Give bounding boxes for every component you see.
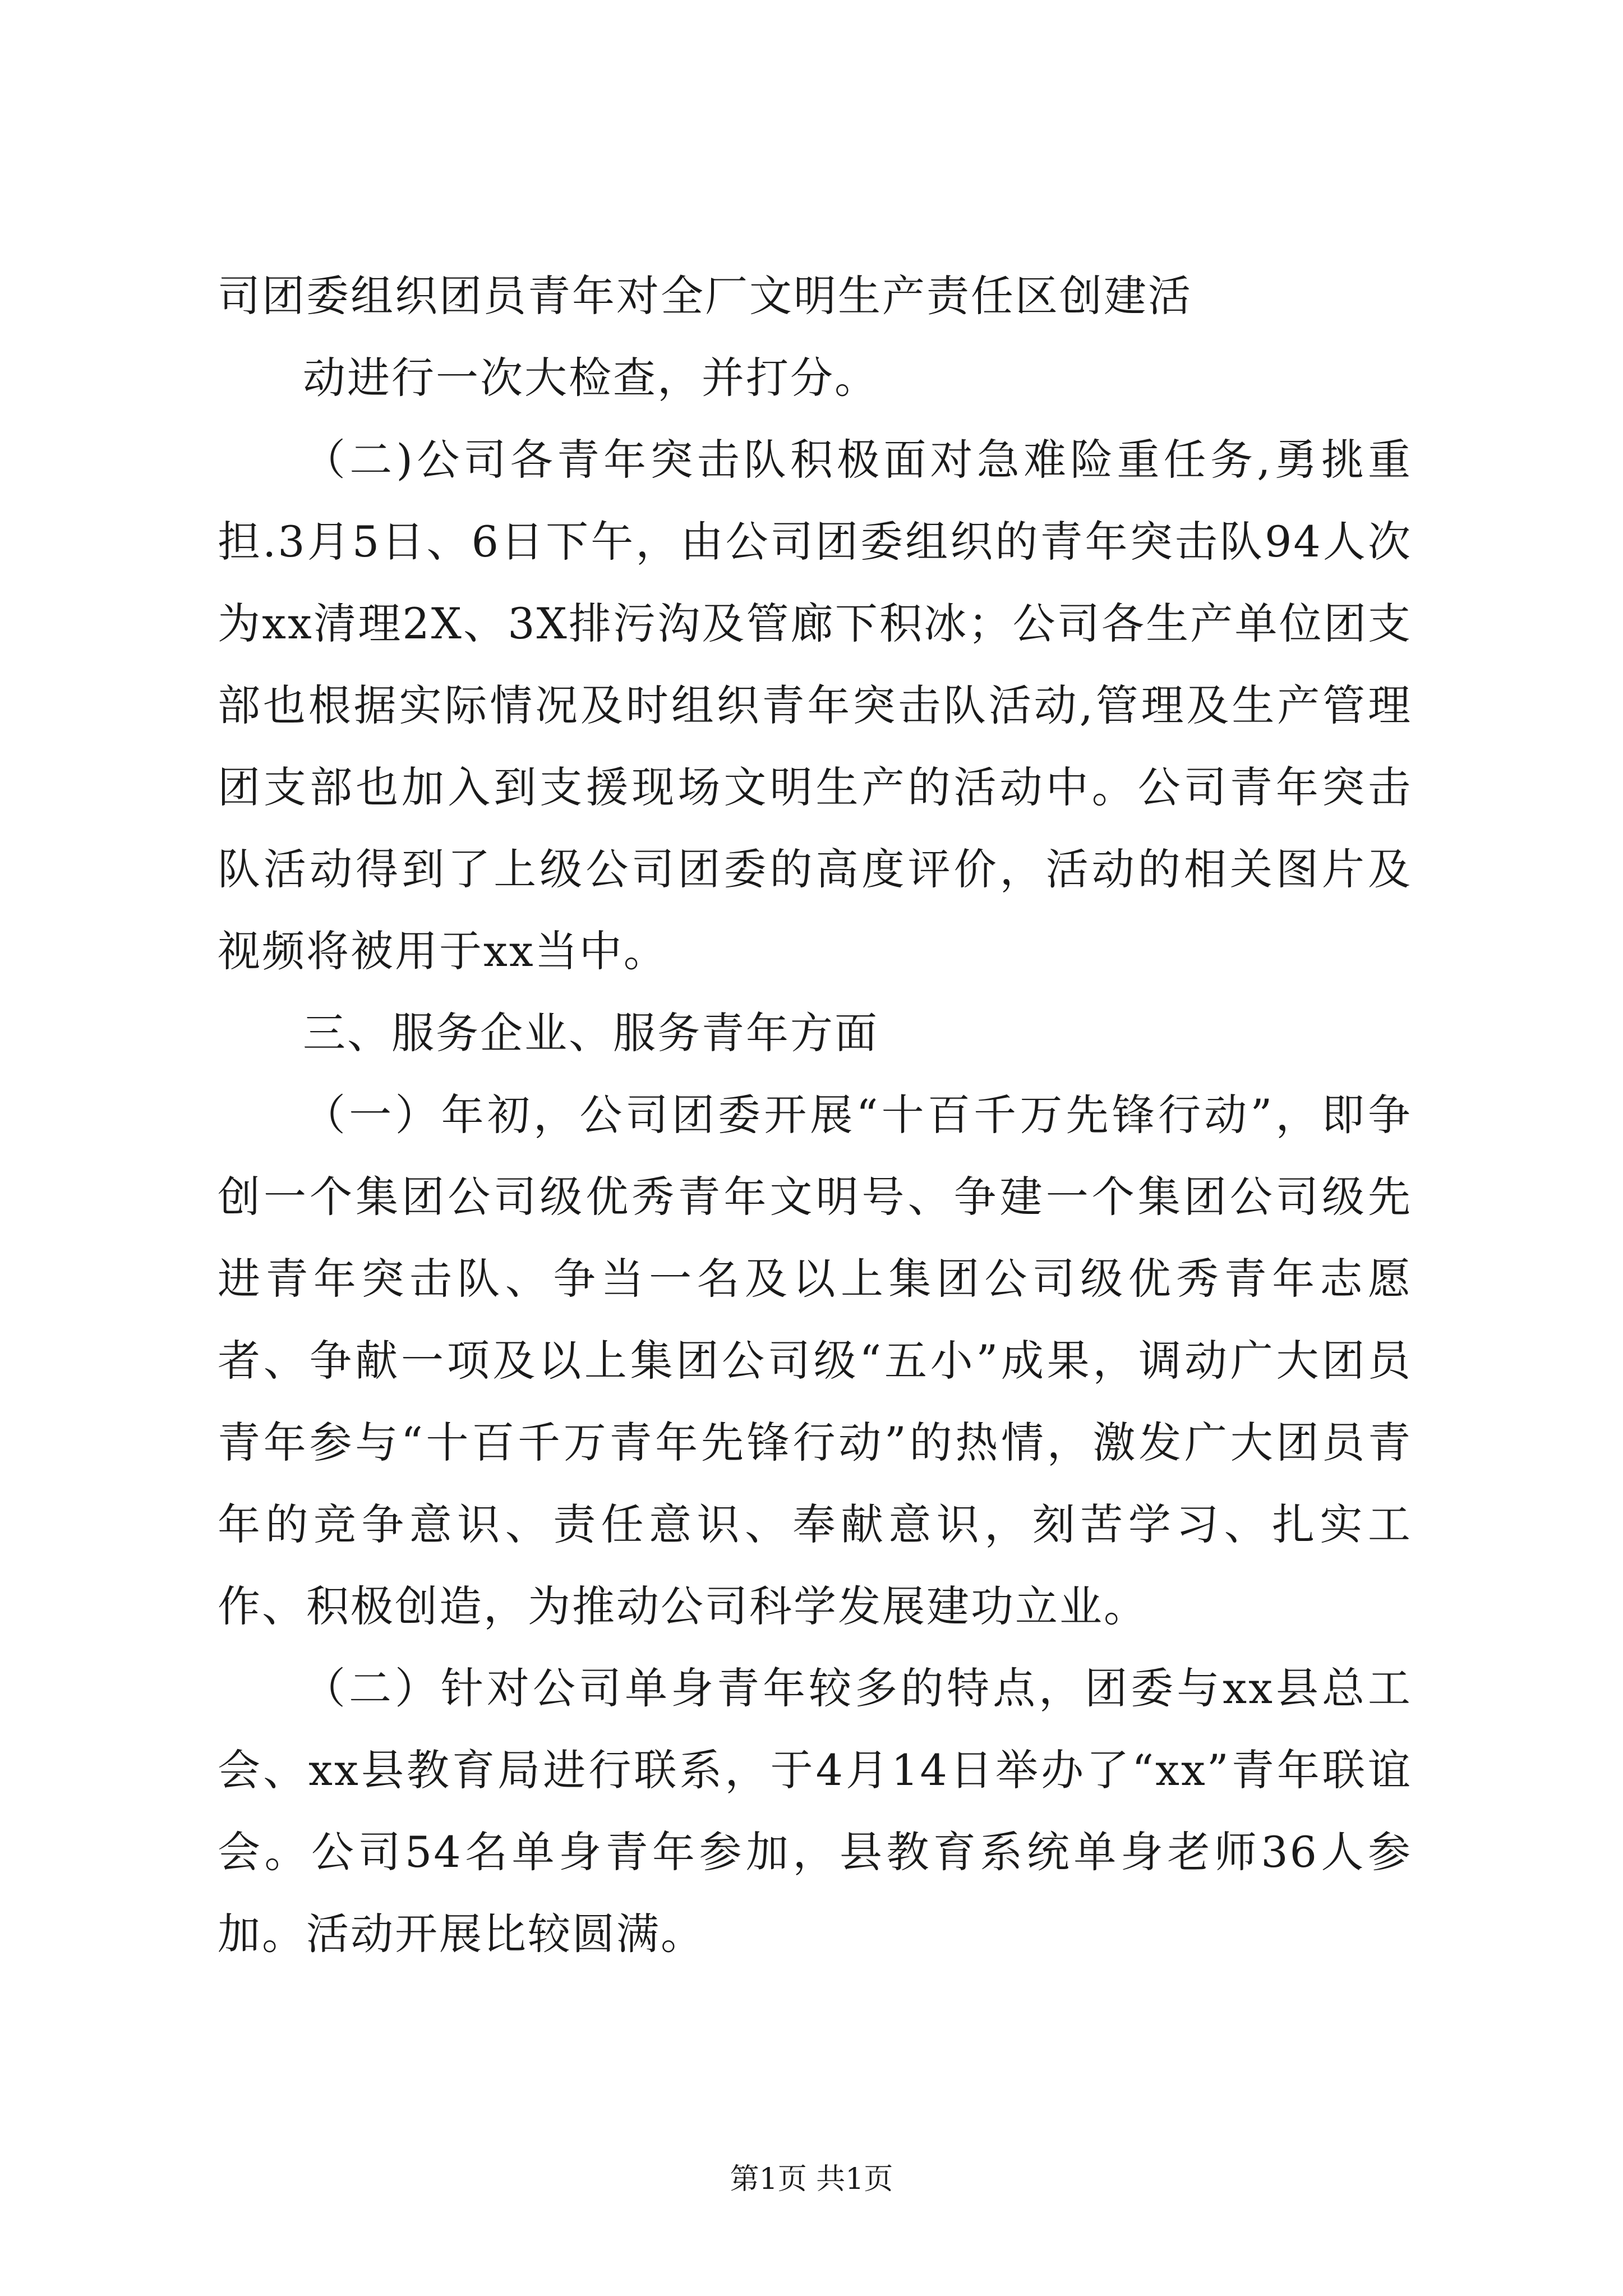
paragraph-youth-commando: （二)公司各青年突击队积极面对急难险重任务,勇挑重担.3月5日、6日下午，由公司团委组织的青年突击队94人次为xx清理2X、3X排污沟及管廊下积冰；公司各生产单位团支部也根据实际情况及时组织青年突击队活动,管理及生产管理团支部也加入到支援现场文明生产的活动中。公司青年突击队活动得到了上级公司团委的高度评价，活动的相关图片及视频将被用于xx当中。	[218, 435, 1412, 976]
paragraph-inspection: 动进行一次大检查，并打分。	[303, 353, 879, 403]
page-number-footer: 第1页 共1页	[730, 2162, 893, 2196]
paragraph-youth-gathering: （二）针对公司单身青年较多的特点，团委与xx县总工会、xx县教育局进行联系，于4月14日举办了“xx”青年联谊会。公司54名单身青年参加，县教育系统单身老师36人参加。活动开展比较圆满。	[218, 1663, 1412, 1959]
paragraph-pioneer-action: （一）年初，公司团委开展“十百千万先锋行动”，即争创一个集团公司级优秀青年文明号、争建一个集团公司级先进青年突击队、争当一名及以上集团公司级优秀青年志愿者、争献一项及以上集团公司级“五小”成果，调动广大团员青年参与“十百千万青年先锋行动”的热情，激发广大团员青年的竞争意识、责任意识、奉献意识，刻苦学习、扎实工作、积极创造，为推动公司科学发展建功立业。	[218, 1090, 1412, 1631]
paragraph-continuation: 司团委组织团员青年对全厂文明生产责任区创建活	[218, 271, 1192, 321]
document-body	[218, 255, 1412, 1975]
section-heading-service: 三、服务企业、服务青年方面	[303, 1008, 879, 1058]
